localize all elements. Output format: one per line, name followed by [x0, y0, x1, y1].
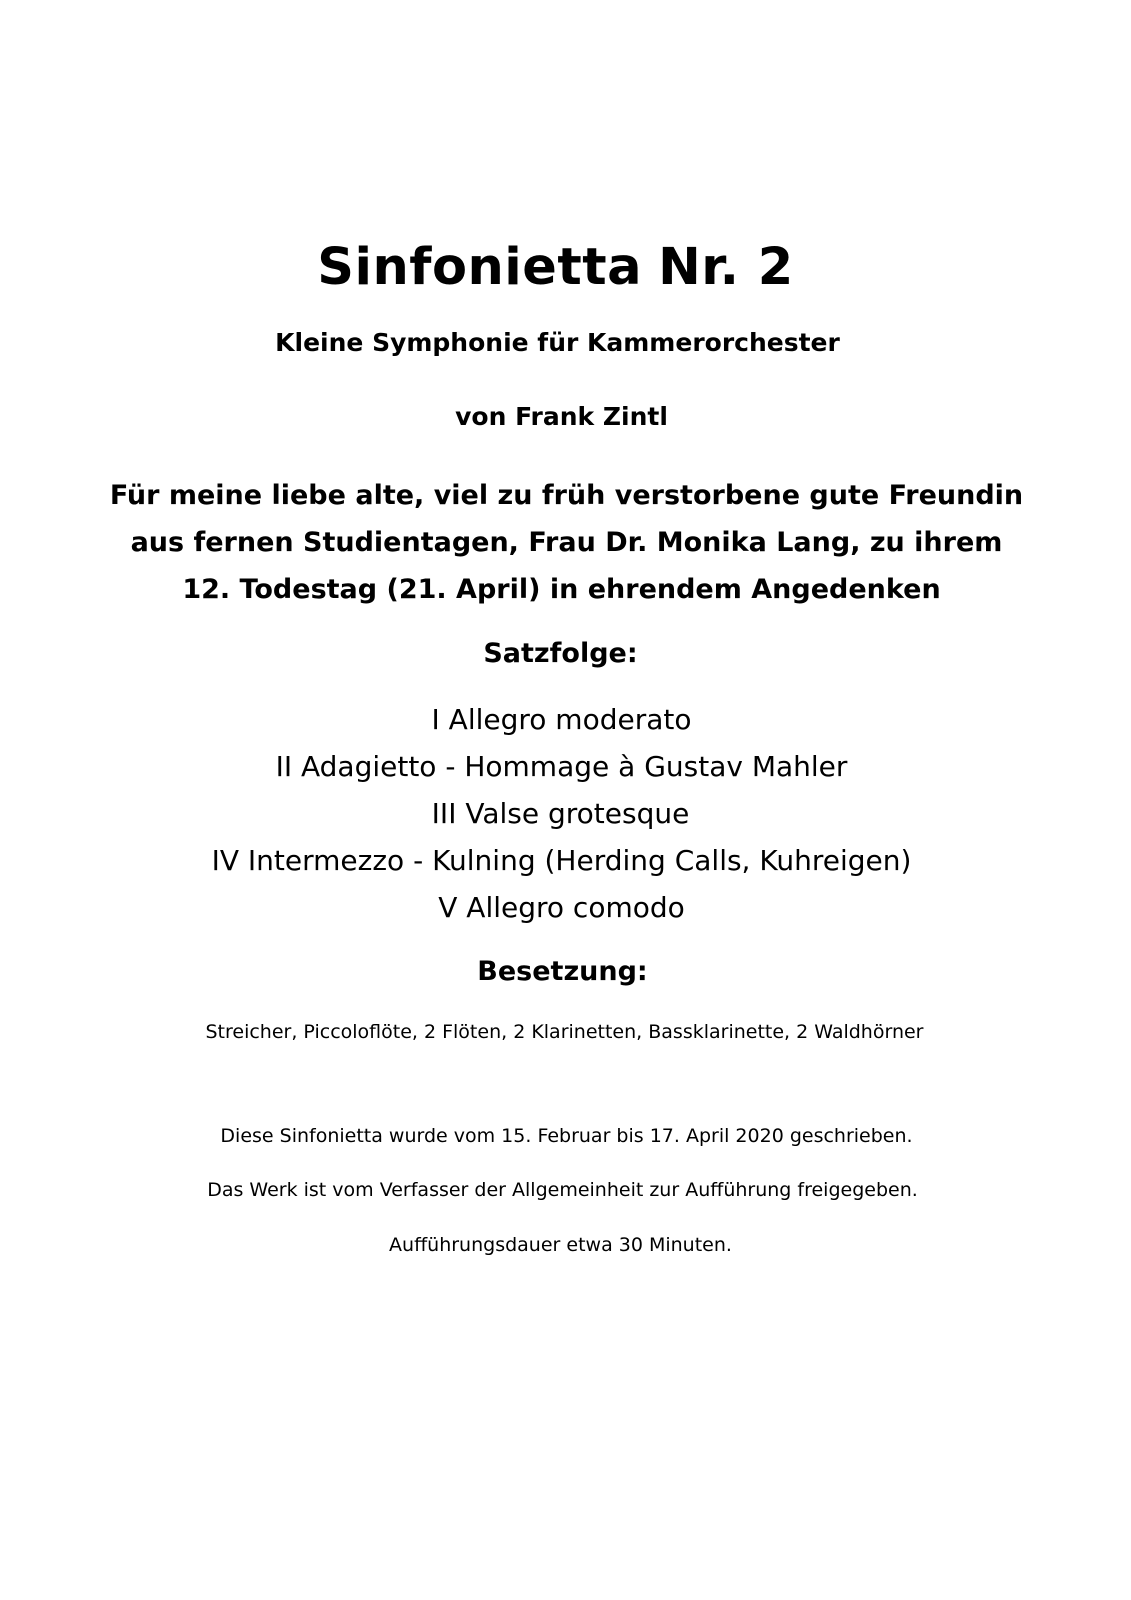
title-part-name: Sinfonietta: [317, 238, 643, 297]
document-author: von Frank Zintl: [455, 402, 668, 431]
note-line: Aufführungsdauer etwa 30 Minuten.: [389, 1234, 732, 1256]
movement-item: III Valse grotesque: [431, 797, 690, 830]
note-line: Diese Sinfonietta wurde vom 15. Februar bis 17. April 2020 geschrieben.: [220, 1125, 913, 1147]
title-part-number: Nr. 2: [658, 238, 794, 297]
instrumentation-list: Streicher, Piccoloflöte, 2 Flöten, 2 Klarinetten, Bassklarinette, 2 Waldhörner: [205, 1021, 924, 1043]
movements-heading: Satzfolge:: [483, 638, 638, 669]
dedication-line: 12. Todestag (21. April) in ehrendem Angedenken: [182, 574, 941, 605]
dedication-line: aus fernen Studientagen, Frau Dr. Monika Lang, zu ihrem: [130, 527, 1003, 558]
document-title: [0, 238, 1121, 297]
movement-item: IV Intermezzo - Kulning (Herding Calls, Kuhreigen): [211, 844, 912, 877]
movement-item: I Allegro moderato: [431, 703, 692, 736]
dedication-line: Für meine liebe alte, viel zu früh verstorbene gute Freundin: [109, 480, 1024, 511]
movement-item: V Allegro comodo: [438, 891, 685, 924]
instrumentation-heading: Besetzung:: [477, 956, 648, 987]
document-subtitle: Kleine Symphonie für Kammerorchester: [275, 328, 840, 357]
note-line: Das Werk ist vom Verfasser der Allgemeinheit zur Aufführung freigegeben.: [207, 1179, 918, 1201]
movement-item: II Adagietto - Hommage à Gustav Mahler: [275, 750, 848, 783]
